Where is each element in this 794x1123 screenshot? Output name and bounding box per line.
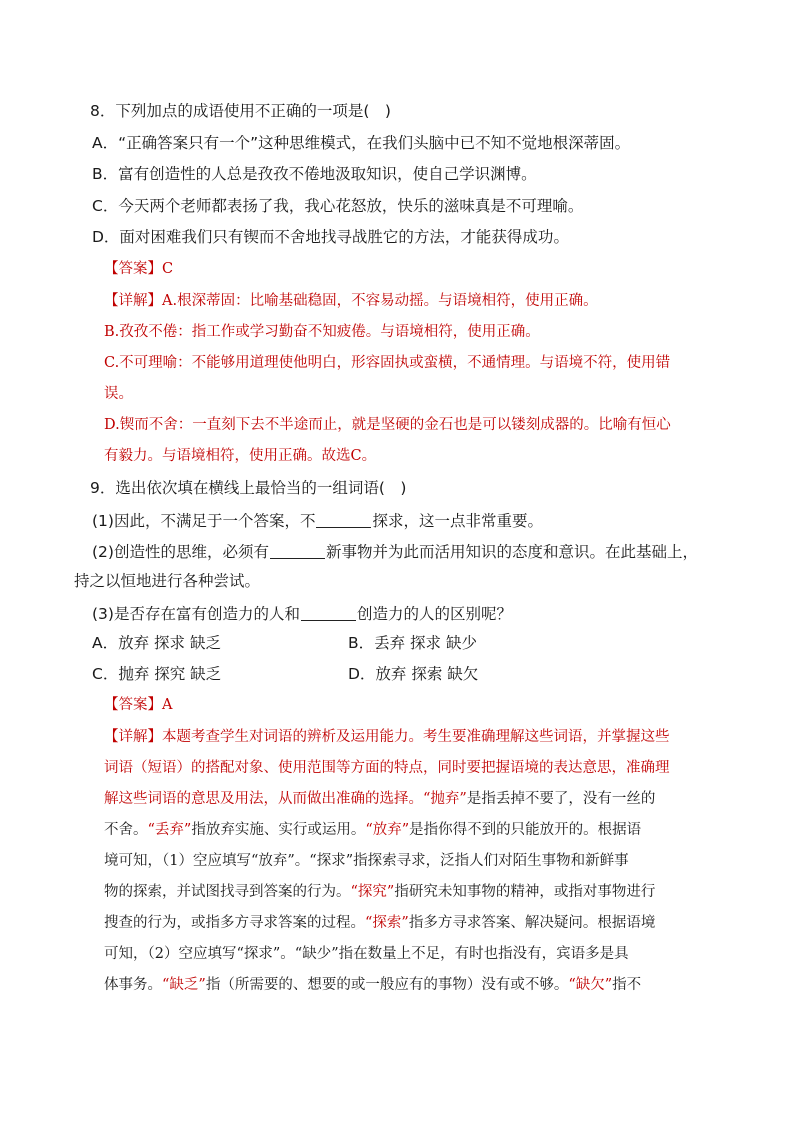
q9-sentence-1 [92,512,543,530]
sentence-text: 创造力的人的区别呢？ [356,605,512,623]
q9-answer [104,698,172,713]
q8-detail-line-1 [104,294,598,309]
keyword: “抛弃” [423,791,467,807]
q9-detail-line-8: 可知，（2）空应填写“探求”。“缺少”指在数量上不足，有时也指没有，宾语多是具 [104,946,629,962]
q9-detail-line-7 [104,916,655,931]
q8-answer [104,262,173,277]
detail-text: 不舍。 [104,822,148,838]
q8-detail-line-6: 有毅力。与语境相符，使用正确。故选C。 [104,448,377,464]
detail-text: 指放弃实施、实行或运用。 [191,822,366,838]
detail-tag: 【详解】 [104,293,162,309]
q8-detail-line-2: B.孜孜不倦：指工作或学习勤奋不知疲倦。与语境相符，使用正确。 [104,324,540,340]
keyword: “放弃” [365,822,410,838]
sentence-text: (1)因此，不满足于一个答案，不 [92,512,316,530]
keyword: “缺乏” [162,977,206,993]
q8-option-a: A．“正确答案只有一个”这种思维模式，在我们头脑中已不知不觉地根深蒂固。 [92,134,631,152]
detail-text: 物的探索，并试图找寻到答案的行为。 [104,884,351,900]
detail-text: 是指丢掉不要了，没有一丝的 [466,791,656,807]
answer-value: C [162,261,174,277]
keyword: “缺欠” [568,977,613,993]
q9-stem: 9．选出依次填在横线上最恰当的一组词语( ) [90,479,407,497]
q9-option-b: B．丢弃 探求 缺少 [348,634,477,652]
detail-text: 指多方寻求答案、解决疑问。根据语境 [408,915,656,931]
keyword: “探究” [350,884,395,900]
q9-detail-line-6 [104,885,655,900]
q9-sentence-2-cont: 持之以恒地进行各种尝试。 [74,572,261,590]
q9-option-a: A．放弃 探求 缺乏 [92,634,221,652]
q9-detail-line-2: 词语（短语）的搭配对象、使用范围等方面的特点，同时要把握语境的表达意思，准确理 [104,760,670,776]
fill-blank [270,543,325,559]
q8-detail-line-5: D.锲而不舍：一直刻下去不半途而止，就是坚硬的金石也是可以镂刻成器的。比喻有恒心 [104,417,671,433]
detail-text: 本题考查学生对词语的辨析及运用能力。考生要准确理解这些词语，并掌握这些 [162,729,670,745]
detail-text: A.根深蒂固：比喻基础稳固，不容易动摇。与语境相符，使用正确。 [162,293,598,309]
q8-option-c: C．今天两个老师都表扬了我，我心花怒放，快乐的滋味真是不可理喻。 [92,197,584,215]
q9-option-c: C．抛弃 探究 缺乏 [92,665,222,683]
q9-sentence-2 [92,543,698,561]
q8-detail-line-4: 误。 [104,386,133,402]
q8-stem: 8．下列加点的成语使用不正确的一项是( ) [90,102,391,120]
detail-text: 指不 [612,977,642,993]
fill-blank [301,605,356,621]
answer-tag: 【答案】 [104,697,162,713]
answer-value: A [162,697,173,713]
q9-option-d: D．放弃 探索 缺欠 [348,665,479,683]
detail-text: 指（所需要的、想要的或一般应有的事物）没有或不够。 [205,977,569,993]
keyword: “丢弃” [147,822,192,838]
detail-text: 解这些词语的意思及用法，从而做出准确的选择。 [104,791,423,807]
keyword: “探索” [365,915,409,931]
q9-detail-line-4 [104,823,641,838]
sentence-text: 探求，这一点非常重要。 [372,512,543,530]
detail-text: 搜查的行为，或指多方寻求答案的过程。 [104,915,365,931]
detail-text: 指研究未知事物的精神，或指对事物进行 [394,884,656,900]
q9-sentence-3 [92,605,512,623]
q8-option-d: D．面对困难我们只有锲而不舍地找寻战胜它的方法，才能获得成功。 [92,228,569,246]
sentence-text: 新事物并为此而活用知识的态度和意识。在此基础上， [325,543,698,561]
q9-detail-line-5: 境可知，（1）空应填写“放弃”。“探求”指探索寻求，泛指人们对陌生事物和新鲜事 [104,853,629,869]
q9-detail-line-1 [104,730,670,745]
sentence-text: (3)是否存在富有创造力的人和 [92,605,300,623]
q8-option-b: B．富有创造性的人总是孜孜不倦地汲取知识，使自己学识渊博。 [92,165,537,183]
detail-tag: 【详解】 [104,729,162,745]
q9-detail-line-9 [104,978,641,993]
sentence-text: (2)创造性的思维，必须有 [92,543,269,561]
q8-detail-line-3: C.不可理喻：不能够用道理使他明白，形容固执或蛮横，不通情理。与语境不符，使用错 [104,355,671,371]
q9-detail-line-3 [104,792,655,807]
answer-tag: 【答案】 [104,261,162,277]
fill-blank [316,512,371,528]
detail-text: 体事务。 [104,977,162,993]
detail-text: 是指你得不到的只能放开的。根据语 [409,822,642,838]
